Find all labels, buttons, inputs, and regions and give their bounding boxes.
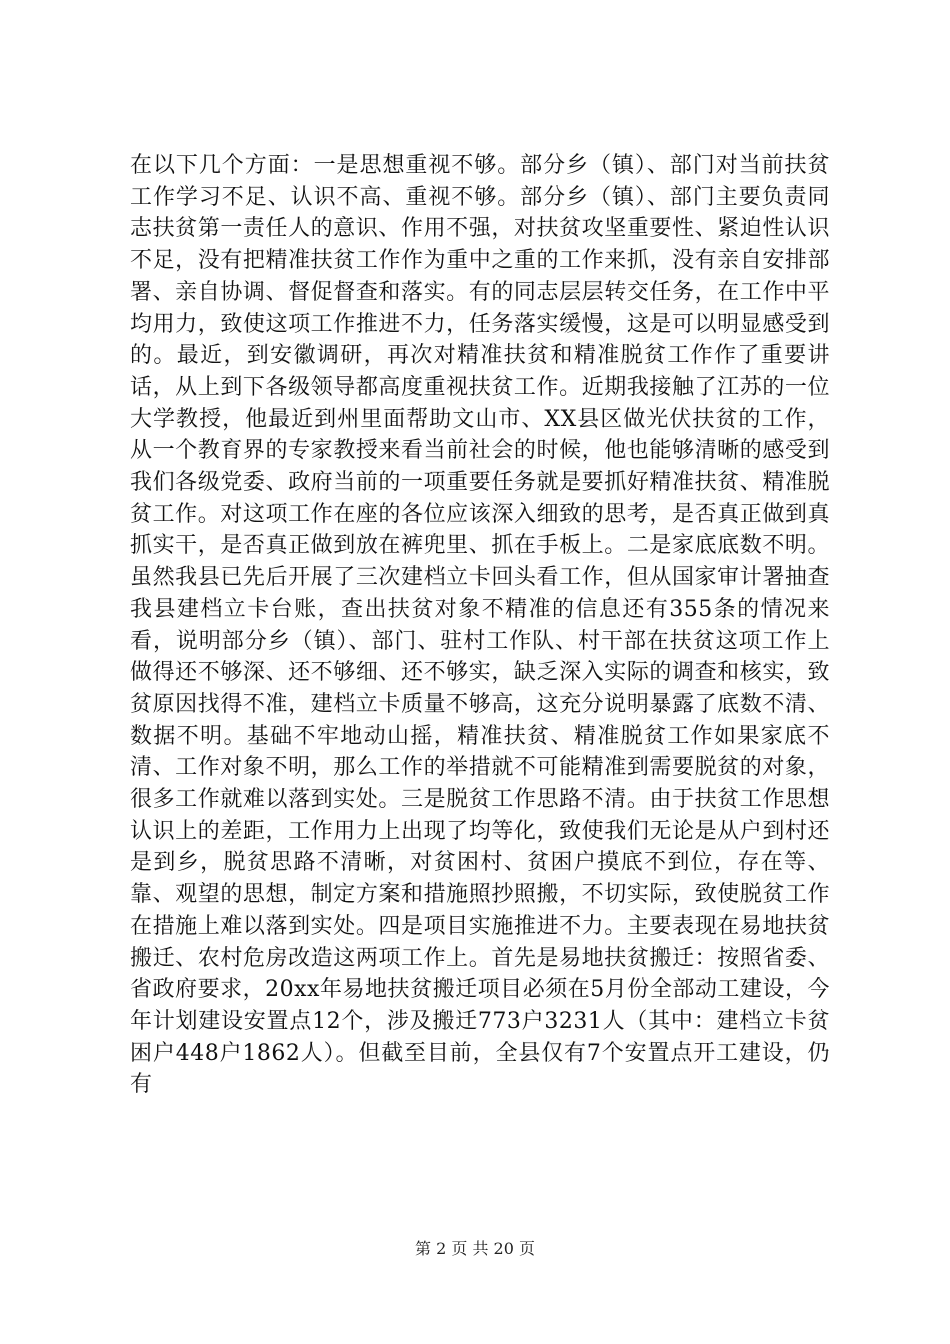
body-paragraph: 在以下几个方面：一是思想重视不够。部分乡（镇）、部门对当前扶贫工作学习不足、认识不高、重视不够。部分乡（镇）、部门主要负责同志扶贫第一责任人的意识、作用不强，对扶贫攻坚重要性、紧迫性认识不足，没有把精准扶贫工作作为重中之重的工作来抓，没有亲自安排部署、亲自协调、督促督查和落实。有的同志层层转交任务，在工作中平均用力，致使这项工作推进不力，任务落实缓慢，这是可以明显感受到的。最近，到安徽调研，再次对精准扶贫和精准脱贫工作作了重要讲话，从上到下各级领导都高度重视扶贫工作。近期我接触了江苏的一位大学教授，他最近到州里面帮助文山市、XX县区做光伏扶贫的工作，从一个教育界的专家教授来看当前社会的时候，他也能够清晰的感受到我们各级党委、政府当前的一项重要任务就是要抓好精准扶贫、精准脱贫工作。对这项工作在座的各位应该深入细致的思考，是否真正做到真抓实干，是否真正做到放在裤兜里、抓在手板上。二是家底底数不明。虽然我县已先后开展了三次建档立卡回头看工作，但从国家审计署抽查我县建档立卡台账，查出扶贫对象不精准的信息还有355条的情况来看，说明部分乡（镇）、部门、驻村工作队、村干部在扶贫这项工作上做得还不够深、还不够细、还不够实，缺乏深入实际的调查和核实，致贫原因找得不准，建档立卡质量不够高，这充分说明暴露了底数不清、数据不明。基础不牢地动山摇，精准扶贫、精准脱贫工作如果家底不清、工作对象不明，那么工作的举措就不可能精准到需要脱贫的对象，很多工作就难以落到实处。三是脱贫工作思路不清。由于扶贫工作思想认识上的差距，工作用力上出现了均等化，致使我们无论是从户到村还是到乡，脱贫思路不清晰，对贫困村、贫困户摸底不到位，存在等、靠、观望的思想，制定方案和措施照抄照搬，不切实际，致使脱贫工作在措施上难以落到实处。四是项目实施推进不力。主要表现在易地扶贫搬迁、农村危房改造这两项工作上。首先是易地扶贫搬迁：按照省委、省政府要求，20xx年易地扶贫搬迁项目必须在5月份全部动工建设，今年计划建设安置点12个，涉及搬迁773户3231人（其中：建档立卡贫困户448户1862人）。但截至目前，全县仅有7个安置点开工建设，仍有	[130, 153, 830, 1098]
page-footer: 第 2 页 共 20 页	[415, 1239, 535, 1258]
